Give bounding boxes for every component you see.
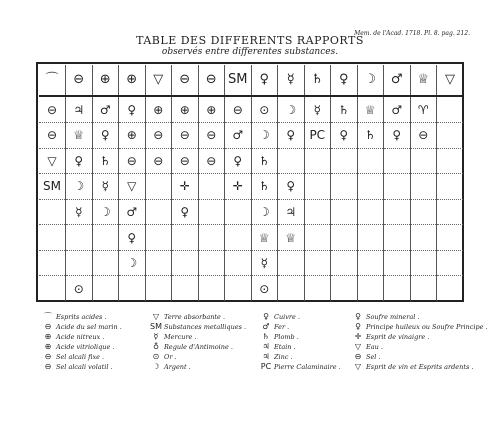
legend-symbol: ♀ bbox=[263, 312, 269, 321]
symbol-cell bbox=[304, 174, 331, 200]
symbol-cell: ⊙ bbox=[251, 276, 278, 301]
symbol-cell bbox=[92, 276, 119, 301]
symbol-cell: ☽ bbox=[251, 199, 278, 225]
symbol-cell: ♀ bbox=[225, 148, 252, 174]
legend-label: Zinc . bbox=[274, 353, 293, 361]
legend-label: Cuivre . bbox=[274, 313, 300, 321]
symbol-cell: ⊖ bbox=[172, 123, 199, 149]
symbol-cell: ⊖ bbox=[145, 148, 172, 174]
symbol-cell bbox=[357, 276, 384, 301]
symbol-cell bbox=[384, 174, 411, 200]
legend-symbol: ⊖ bbox=[44, 352, 52, 361]
legend-item bbox=[258, 362, 341, 372]
symbol-cell bbox=[437, 225, 464, 251]
legend-label: Acide nitreux . bbox=[56, 333, 105, 341]
symbol-cell: ☿ bbox=[251, 250, 278, 276]
legend-item bbox=[258, 332, 341, 342]
symbol-cell bbox=[92, 225, 119, 251]
table-header-row bbox=[39, 65, 463, 96]
symbol-cell bbox=[145, 199, 172, 225]
symbol-cell bbox=[410, 225, 437, 251]
symbol-cell bbox=[145, 225, 172, 251]
symbol-cell bbox=[225, 225, 252, 251]
legend-symbol: ♁ bbox=[153, 342, 159, 351]
symbol-cell bbox=[437, 276, 464, 301]
header-symbol-cell: ▽ bbox=[145, 65, 172, 96]
header-symbol-cell: ▽ bbox=[437, 65, 464, 96]
table-row bbox=[39, 250, 463, 276]
symbol-cell bbox=[225, 199, 252, 225]
symbol-cell bbox=[437, 96, 464, 122]
legend-label: Terre absorbante . bbox=[164, 313, 226, 321]
symbol-cell: ⊖ bbox=[145, 123, 172, 149]
legend-symbol: ⊖ bbox=[44, 362, 52, 371]
symbol-cell bbox=[357, 225, 384, 251]
symbol-cell: ⊕ bbox=[119, 123, 146, 149]
symbol-cell bbox=[304, 148, 331, 174]
legend-symbol: ♃ bbox=[262, 342, 270, 351]
symbol-cell: ⊙ bbox=[66, 276, 93, 301]
symbol-cell: ▽ bbox=[119, 174, 146, 200]
table-row bbox=[39, 225, 463, 251]
symbol-cell: ♄ bbox=[251, 174, 278, 200]
legend-symbol: ☿ bbox=[153, 332, 159, 341]
legend-item bbox=[148, 352, 246, 362]
header-symbol-cell: ⊕ bbox=[92, 65, 119, 96]
header-symbol-cell: ♄ bbox=[304, 65, 331, 96]
symbol-cell bbox=[172, 276, 199, 301]
legend-item bbox=[40, 322, 122, 332]
symbol-cell: ♀ bbox=[278, 174, 305, 200]
legend-label: Esprits acides . bbox=[56, 313, 107, 321]
legend-symbol: ♄ bbox=[262, 332, 270, 341]
table-row bbox=[39, 123, 463, 149]
affinity-table-frame bbox=[36, 62, 464, 302]
symbol-cell: ♈︎ bbox=[410, 96, 437, 122]
symbol-cell bbox=[278, 276, 305, 301]
legend-symbol: ♂ bbox=[262, 322, 270, 331]
symbol-cell: ♕ bbox=[66, 123, 93, 149]
legend-item bbox=[350, 362, 488, 372]
legend-label: Or . bbox=[164, 353, 177, 361]
symbol-cell bbox=[357, 250, 384, 276]
symbol-cell: ♀ bbox=[331, 123, 358, 149]
legend-symbol: SM bbox=[150, 322, 162, 331]
symbol-cell bbox=[172, 250, 199, 276]
legend-label: Acide du sel marin . bbox=[56, 323, 122, 331]
symbol-cell bbox=[198, 276, 225, 301]
symbol-cell: PC bbox=[304, 123, 331, 149]
legend-item bbox=[258, 322, 341, 332]
affinity-table bbox=[39, 65, 463, 301]
table-row bbox=[39, 96, 463, 122]
legend-symbol: ♀ bbox=[355, 312, 361, 321]
table-row bbox=[39, 199, 463, 225]
legend-label: Substances metalliques . bbox=[164, 323, 247, 331]
symbol-cell bbox=[331, 199, 358, 225]
symbol-cell bbox=[92, 250, 119, 276]
symbol-cell bbox=[437, 199, 464, 225]
symbol-cell bbox=[384, 148, 411, 174]
symbol-cell bbox=[410, 174, 437, 200]
legend-item bbox=[40, 352, 122, 362]
page-reference: Mem. de l'Acad. 1718. Pl. 8. pag. 212. bbox=[354, 30, 470, 37]
symbol-cell bbox=[357, 174, 384, 200]
legend-label: Pierre Calaminaire . bbox=[274, 363, 341, 371]
symbol-legend bbox=[40, 312, 488, 422]
legend-item bbox=[40, 362, 122, 372]
symbol-cell bbox=[304, 276, 331, 301]
symbol-cell: ♄ bbox=[357, 123, 384, 149]
symbol-cell bbox=[384, 199, 411, 225]
symbol-cell bbox=[66, 250, 93, 276]
legend-item bbox=[258, 312, 341, 322]
legend-item bbox=[148, 322, 246, 332]
legend-item bbox=[258, 352, 341, 362]
symbol-cell bbox=[225, 250, 252, 276]
legend-label: Plomb . bbox=[274, 333, 299, 341]
legend-label: Etain . bbox=[274, 343, 296, 351]
table-row bbox=[39, 148, 463, 174]
header-symbol-cell: ♕ bbox=[410, 65, 437, 96]
symbol-cell bbox=[119, 276, 146, 301]
legend-label: Sel . bbox=[366, 353, 381, 361]
symbol-cell bbox=[437, 123, 464, 149]
symbol-cell bbox=[39, 225, 66, 251]
legend-symbol: ☽ bbox=[152, 362, 160, 371]
symbol-cell: ⊖ bbox=[39, 123, 66, 149]
table-row bbox=[39, 276, 463, 301]
symbol-cell: ♄ bbox=[251, 148, 278, 174]
legend-label: Mercure . bbox=[164, 333, 197, 341]
symbol-cell: ⊙ bbox=[251, 96, 278, 122]
symbol-cell bbox=[410, 250, 437, 276]
table-title: TABLE DES DIFFERENTS RAPPORTS bbox=[136, 34, 364, 47]
symbol-cell bbox=[39, 276, 66, 301]
legend-label: Fer . bbox=[274, 323, 290, 331]
header-symbol-cell: ♀ bbox=[331, 65, 358, 96]
legend-symbol: ⊕ bbox=[44, 332, 52, 341]
symbol-cell: ⊖ bbox=[39, 96, 66, 122]
legend-column-3 bbox=[258, 312, 341, 372]
legend-label: Soufre mineral . bbox=[366, 313, 420, 321]
legend-label: Sel alcali fixe . bbox=[56, 353, 105, 361]
legend-item bbox=[148, 362, 246, 372]
header-symbol-cell: ⊖ bbox=[172, 65, 199, 96]
header-symbol-cell: SM bbox=[225, 65, 252, 96]
symbol-cell bbox=[357, 199, 384, 225]
symbol-cell: ♀ bbox=[384, 123, 411, 149]
header-symbol-cell: ⊖ bbox=[66, 65, 93, 96]
symbol-cell bbox=[331, 225, 358, 251]
header-symbol-cell: ☿ bbox=[278, 65, 305, 96]
symbol-cell bbox=[198, 199, 225, 225]
symbol-cell: ⊖ bbox=[198, 123, 225, 149]
symbol-cell bbox=[384, 276, 411, 301]
symbol-cell: ♂ bbox=[225, 123, 252, 149]
symbol-cell bbox=[145, 276, 172, 301]
symbol-cell: ☽ bbox=[66, 174, 93, 200]
symbol-cell: ⊖ bbox=[225, 96, 252, 122]
symbol-cell bbox=[384, 225, 411, 251]
header-symbol-cell: ⌒ bbox=[39, 65, 66, 96]
symbol-cell bbox=[331, 148, 358, 174]
symbol-cell bbox=[410, 199, 437, 225]
symbol-cell: ♀ bbox=[119, 96, 146, 122]
legend-column-2 bbox=[148, 312, 246, 372]
symbol-cell: ♃ bbox=[278, 199, 305, 225]
symbol-cell bbox=[172, 225, 199, 251]
legend-symbol: ▽ bbox=[354, 362, 362, 371]
symbol-cell: ♂ bbox=[384, 96, 411, 122]
symbol-cell: ♀ bbox=[172, 199, 199, 225]
symbol-cell: SM bbox=[39, 174, 66, 200]
legend-item bbox=[350, 352, 488, 362]
legend-symbol: ⊖ bbox=[354, 352, 362, 361]
symbol-cell bbox=[331, 174, 358, 200]
symbol-cell bbox=[198, 250, 225, 276]
symbol-cell: ♕ bbox=[278, 225, 305, 251]
symbol-cell bbox=[304, 225, 331, 251]
symbol-cell: ✛ bbox=[225, 174, 252, 200]
symbol-cell: ⊖ bbox=[172, 148, 199, 174]
legend-label: Acide vitriolique . bbox=[56, 343, 115, 351]
symbol-cell: ⊕ bbox=[198, 96, 225, 122]
legend-item bbox=[40, 342, 122, 352]
symbol-cell: ⊕ bbox=[145, 96, 172, 122]
table-row bbox=[39, 174, 463, 200]
symbol-cell: ☽ bbox=[92, 199, 119, 225]
symbol-cell bbox=[384, 250, 411, 276]
symbol-cell bbox=[145, 174, 172, 200]
symbol-cell bbox=[278, 148, 305, 174]
symbol-cell bbox=[357, 148, 384, 174]
symbol-cell: ⊖ bbox=[410, 123, 437, 149]
symbol-cell: ♂ bbox=[119, 199, 146, 225]
symbol-cell: ☿ bbox=[92, 174, 119, 200]
symbol-cell: ♀ bbox=[119, 225, 146, 251]
header-symbol-cell: ♂ bbox=[384, 65, 411, 96]
legend-item bbox=[258, 342, 341, 352]
symbol-cell bbox=[304, 250, 331, 276]
legend-label: Esprit de vinaigre . bbox=[366, 333, 430, 341]
symbol-cell bbox=[225, 276, 252, 301]
legend-symbol: ✛ bbox=[354, 332, 362, 341]
symbol-cell: ♕ bbox=[251, 225, 278, 251]
legend-column-1 bbox=[40, 312, 122, 372]
header-symbol-cell: ♀ bbox=[251, 65, 278, 96]
legend-label: Eau . bbox=[366, 343, 383, 351]
legend-item bbox=[40, 312, 122, 322]
legend-item bbox=[148, 312, 246, 322]
table-subtitle: observés entre differentes substances. bbox=[161, 47, 339, 57]
symbol-cell: ☽ bbox=[119, 250, 146, 276]
legend-symbol: PC bbox=[260, 362, 272, 371]
symbol-cell: ▽ bbox=[39, 148, 66, 174]
symbol-cell bbox=[331, 250, 358, 276]
legend-symbol: ♃ bbox=[262, 352, 270, 361]
legend-symbol: ▽ bbox=[354, 342, 362, 351]
legend-column-4 bbox=[350, 312, 488, 372]
legend-symbol: ♀ bbox=[355, 322, 361, 331]
legend-symbol: ⊕ bbox=[44, 342, 52, 351]
legend-item bbox=[350, 332, 488, 342]
symbol-cell: ☿ bbox=[66, 199, 93, 225]
symbol-cell bbox=[410, 276, 437, 301]
symbol-cell: ✛ bbox=[172, 174, 199, 200]
legend-item bbox=[148, 342, 246, 352]
symbol-cell: ⊕ bbox=[172, 96, 199, 122]
legend-item bbox=[350, 312, 488, 322]
symbol-cell: ♄ bbox=[92, 148, 119, 174]
symbol-cell bbox=[66, 225, 93, 251]
header-symbol-cell: ⊖ bbox=[198, 65, 225, 96]
symbol-cell bbox=[410, 148, 437, 174]
legend-item bbox=[350, 342, 488, 352]
symbol-cell: ☽ bbox=[251, 123, 278, 149]
symbol-cell bbox=[437, 148, 464, 174]
legend-label: Regule d'Antimoine . bbox=[164, 343, 233, 351]
header-symbol-cell: ⊕ bbox=[119, 65, 146, 96]
legend-symbol: ⊙ bbox=[152, 352, 160, 361]
symbol-cell: ♃ bbox=[66, 96, 93, 122]
legend-symbol: ⊖ bbox=[44, 322, 52, 331]
symbol-cell: ♂ bbox=[92, 96, 119, 122]
symbol-cell: ♀ bbox=[278, 123, 305, 149]
symbol-cell bbox=[39, 199, 66, 225]
symbol-cell: ♄ bbox=[331, 96, 358, 122]
legend-label: Argent . bbox=[164, 363, 191, 371]
symbol-cell: ♀ bbox=[66, 148, 93, 174]
legend-item bbox=[148, 332, 246, 342]
symbol-cell bbox=[198, 225, 225, 251]
symbol-cell bbox=[437, 174, 464, 200]
symbol-cell: ♀ bbox=[92, 123, 119, 149]
symbol-cell bbox=[437, 250, 464, 276]
symbol-cell: ⊖ bbox=[198, 148, 225, 174]
symbol-cell bbox=[39, 250, 66, 276]
symbol-cell: ⊖ bbox=[119, 148, 146, 174]
symbol-cell bbox=[331, 276, 358, 301]
symbol-cell bbox=[145, 250, 172, 276]
legend-symbol: ▽ bbox=[152, 312, 160, 321]
legend-item bbox=[40, 332, 122, 342]
legend-symbol: ⌒ bbox=[44, 312, 52, 321]
symbol-cell: ☿ bbox=[304, 96, 331, 122]
symbol-cell bbox=[304, 199, 331, 225]
symbol-cell: ☽ bbox=[278, 96, 305, 122]
symbol-cell: ♕ bbox=[357, 96, 384, 122]
legend-label: Esprit de vin et Esprits ardents . bbox=[366, 363, 474, 371]
legend-item bbox=[350, 322, 488, 332]
legend-label: Principe huileux ou Soufre Principe . bbox=[366, 323, 488, 331]
symbol-cell bbox=[198, 174, 225, 200]
header-symbol-cell: ☽ bbox=[357, 65, 384, 96]
legend-label: Sel alcali volatil . bbox=[56, 363, 113, 371]
symbol-cell bbox=[278, 250, 305, 276]
